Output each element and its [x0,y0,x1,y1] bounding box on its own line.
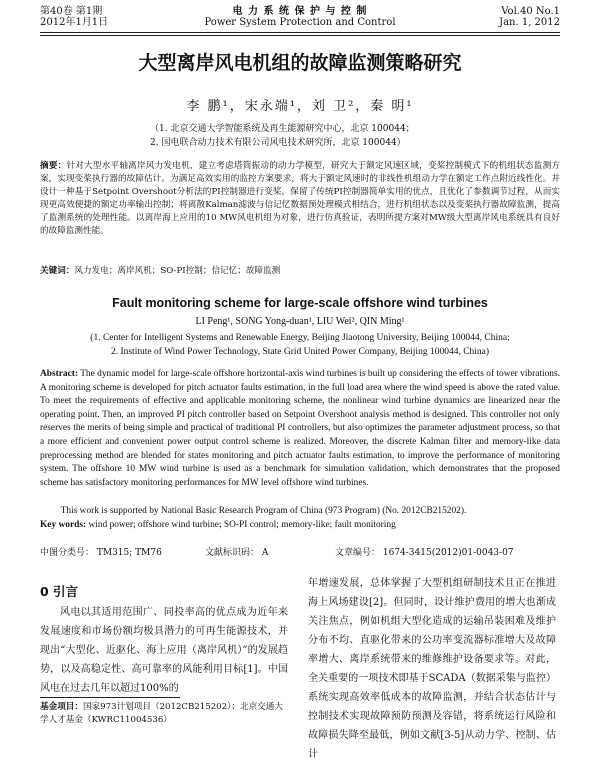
keywords-en [40,519,560,533]
issue-date: 2012年1月1日 [40,17,109,28]
affiliation-en-1: (1. Center for Intelligent Systems and Renewable Energy, Beijing Jiaotong University, Beijing 100044, China; [90,333,510,343]
issue-date-en: Jan. 1, 2012 [499,17,560,28]
journal-name-en: Power System Protection and Control [204,17,396,28]
header-rule-thin [40,35,560,36]
affiliation-cn-2: 2. 国电联合动力技术有限公司风电技术研究所，北京 100044） [150,138,406,148]
volume-issue-en: Vol.40 No.1 [501,6,560,17]
intro-paragraph-left: 风电以其适用范围广、同投率高的优点成为近年来发展速度和市场份额均极具潜力的可再生能源技术，并现出“大型化、近驱化、海上应用（离岸风机）”的发展趋势，以及高稳定性、高可靠率的风能利用目标[1]。中国风电在过去几年以超过100%的 [40,607,288,694]
authors-cn: 李 鹏¹，宋永端¹，刘 卫²，秦 明¹ [186,99,414,114]
abstract-cn-label: 摘要： [40,161,67,171]
section-heading-intro: 0 引言 [40,584,79,599]
intro-left-column [40,603,288,698]
funding-footnote [40,701,288,727]
header-rule-thick [40,32,560,33]
funding-label: 基金项目： [40,702,83,712]
keywords-cn-text: 风力发电；离岸风机；SO-PI控制；信记忆；故障监测 [74,266,281,276]
abstract-cn [40,160,560,238]
abstract-en [40,368,560,490]
abstract-cn-text: 针对大型水平轴离岸风力发电机，建立考虑塔筒振动的动力学模型，研究大于额定风速区域，变桨控制模式下的机组状态监测方案，实现变桨执行器的故障估计。为满足高效实用的监控方案要求，将大于额定风速时的非线性机组动力学在额定工作点附近线性化。并设计一种基于Setpoint Overshoot分析法的PI控制器进行变桨，保留了传统PI控制器简单实用的优点，且优化了参数调节过程，从而实现更高效便捷的额定功率输出控制；将离散Kalman滤波与信记忆数据预处理模式相结合，进行机组状态以及变桨执行器故障监测，提高了监测系统的处理性能。以离岸海上应用的10 MW风电机组为对象，进行仿真验证，表明所提方案对MW级大型离岸风电系统具有良好的故障监测性能。 [40,161,560,236]
journal-name-cn: 电 力 系 统 保 护 与 控 制 [232,6,368,17]
intro-right-column [308,574,556,764]
funding-text: 国家973计划项目（2012CB215202）；北京交通大学人才基金（KWRC11004536） [40,702,283,725]
abstract-en-label: Abstract: [40,369,79,379]
keywords-en-label: Key words: [40,520,87,530]
affiliation-en-2: 2. Institute of Wind Power Technology, State Grid United Power Company, Beijing 100044, China) [110,347,490,357]
keywords-cn-label: 关键词： [40,266,75,276]
document-code: 文献标识码： A [205,548,269,558]
article-number: 文章编号： 1674-3415(2012)01-0043-07 [335,548,514,558]
volume-issue: 第40卷 第1期 [40,6,103,17]
authors-en: LI Peng¹, SONG Yong-duan¹, LIU Wei², QIN Ming¹ [195,316,405,327]
footnote-rule [40,697,180,698]
keywords-cn [40,265,560,278]
journal-volume [40,6,108,28]
journal-name [150,6,450,28]
affiliation-cn-1: （1. 北京交通大学智能系统及再生能源研究中心，北京 100044； [150,124,415,134]
keywords-en-text: wind power; offshore wind turbine; SO-PI control; memory-like; fault monitoring [88,520,396,530]
support-note-en: This work is supported by National Basic Research Program of China (973 Program) (No. 2012CB215202). [60,506,467,516]
journal-volume-en [499,6,560,28]
paper-title-cn: 大型离岸风电机组的故障监测策略研究 [138,52,462,74]
clc-number: 中图分类号： TM315; TM76 [40,548,162,558]
abstract-en-text: The dynamic model for large-scale offshore horizontal-axis wind turbines is built up considering the effects of tower vibrations. A monitoring scheme is developed for pitch actuator faults estimation, in the full load area where the wind speed is above the rated value. To meet the requirements of effective and applicable monitoring scheme, the nonlinear wind turbine dynamics are linearized near the operating point. Then, an improved PI pitch controller based on Setpoint Overshoot analysis method is designed. This controller not only reserves the merits of being simple and practical of traditional PI controllers, but also optimizes the parameter adjustment process, so that a more efficient and convenient power output control scheme is realized. Moreover, the discrete Kalman filter and memory-like data preprocessing method are blended for states monitoring and pitch actuator faults estimation, to improve the performance of monitoring system. The offshore 10 MW wind turbine is used as a benchmark for simulation validation, which demonstrates that the proposed scheme has satisfactory monitoring performances for MW level offshore wind turbines. [40,369,560,488]
paper-title-en: Fault monitoring scheme for large-scale offshore wind turbines [112,296,488,310]
intro-paragraph-right: 年增速发展，总体掌握了大型机组研制技术且正在推进海上风场建设[2]。但同时，设计维护费用的增大也渐成关注焦点，例如机组大型化造成的运输吊装困难及维护分布不均、直驱化带来的公功率变流器标准增大及故障率增大、离岸系统带来的维修维护设备要求等。对此，全关重要的一项技术即基于SCADA（数据采集与监控）系统实现高效率低成本的故障监测，并结合状态估计与控制技术实现故障预防预测及容错，将系统运行风险和故障损失降至最低，例如文献[3-5]从动力学、控制、估计 [308,578,556,760]
